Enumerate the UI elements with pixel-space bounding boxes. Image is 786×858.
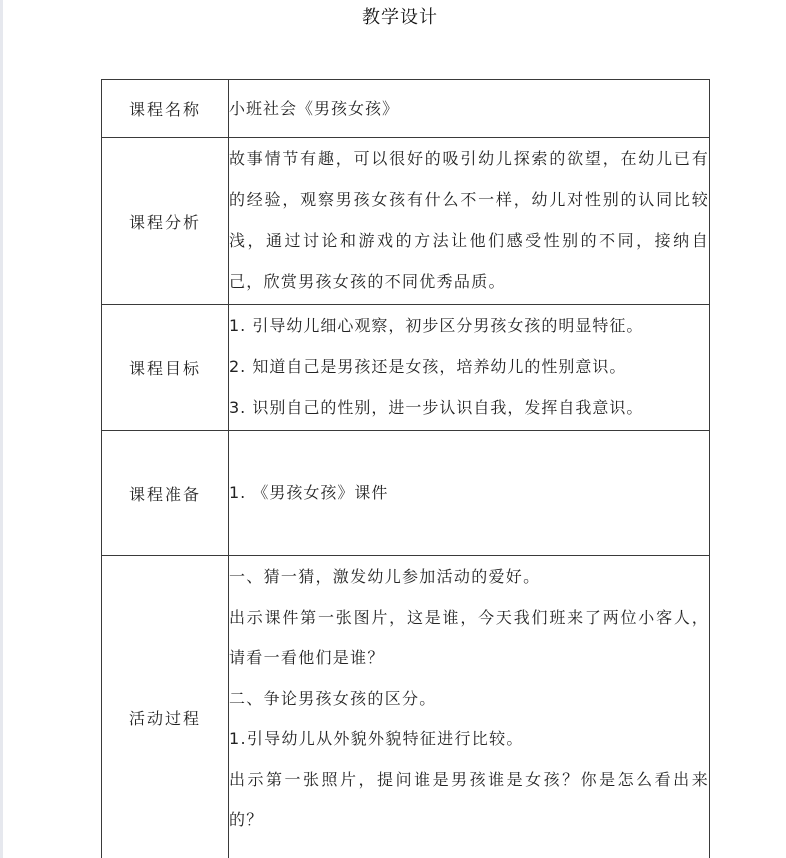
table-row-course-prep <box>102 431 710 556</box>
course-prep-value: 1. 《男孩女孩》课件 <box>229 483 389 502</box>
course-analysis-label: 课程分析 <box>102 138 229 305</box>
course-goals-label: 课程目标 <box>102 305 229 431</box>
table-row-course-name <box>102 80 710 138</box>
table-row-course-analysis <box>102 138 710 305</box>
process-line: 1.引导幼儿从外貌外貌特征进行比较。 <box>229 729 524 748</box>
page-left-edge <box>0 0 3 858</box>
course-prep-cell <box>229 431 710 556</box>
process-line: 一、猜一猜，激发幼儿参加活动的爱好。 <box>229 567 541 586</box>
activity-process-label: 活动过程 <box>102 556 229 858</box>
goal-item: 3. 识别自己的性别，进一步认识自我，发挥自我意识。 <box>229 398 644 417</box>
process-line: 二、争论男孩女孩的区分。 <box>229 688 437 708</box>
course-name-value: 小班社会《男孩女孩》 <box>229 99 400 118</box>
table-row-course-goals <box>102 305 710 431</box>
course-analysis-cell <box>229 138 710 305</box>
goal-item: 1. 引导幼儿细心观察，初步区分男孩女孩的明显特征。 <box>229 316 644 335</box>
activity-process-cell <box>229 556 710 858</box>
activity-process-lines <box>229 556 709 841</box>
course-name-label: 课程名称 <box>102 80 229 138</box>
goal-item: 2. 知道自己是男孩还是女孩，培养幼儿的性别意识。 <box>229 357 627 376</box>
process-line: 出示课件第一张图片，这是谁，今天我们班来了两位小客人，请看一看他们是谁？ <box>229 607 709 667</box>
course-prep-label: 课程准备 <box>102 431 229 556</box>
process-line: 出示第一张照片，提问谁是男孩谁是女孩？你是怎么看出来的？ <box>229 769 709 829</box>
course-analysis-text: 故事情节有趣，可以很好的吸引幼儿探索的欲望，在幼儿已有的经验，观察男孩女孩有什么不一样，幼儿对性别的认同比较浅，通过讨论和游戏的方法让他们感受性别的不同，接纳自己，欣赏男孩女孩的不同优秀品质。 <box>229 149 709 291</box>
course-name-cell <box>229 80 710 138</box>
course-goals-cell <box>229 305 710 431</box>
table-row-activity-process <box>102 556 710 858</box>
lesson-plan-table <box>101 79 710 858</box>
document-title: 教学设计 <box>362 7 438 28</box>
